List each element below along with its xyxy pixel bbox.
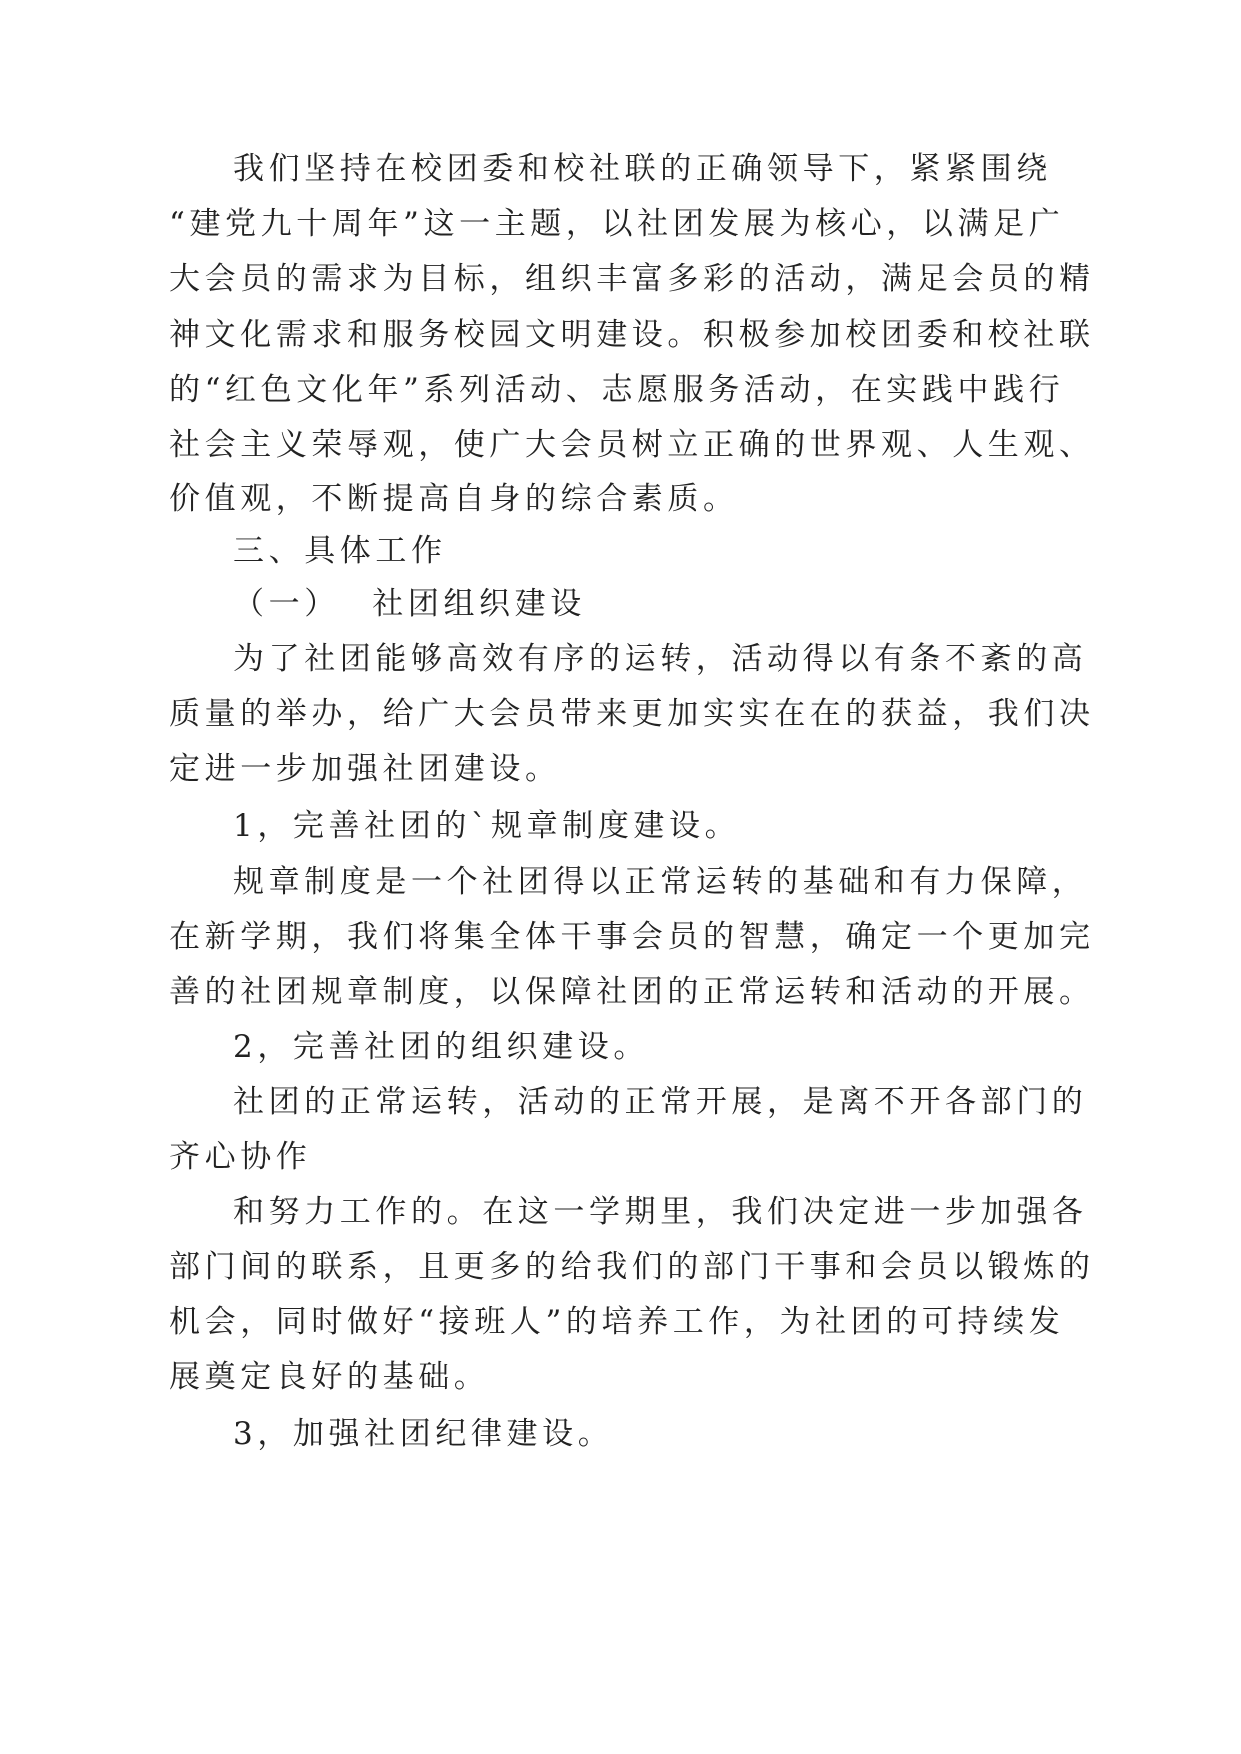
paragraph-line: 展奠定良好的基础。 <box>169 1359 490 1395</box>
paragraph-line: 大会员的需求为目标，组织丰富多彩的活动，满足会员的精 <box>169 261 1095 297</box>
section-heading: 三、具体工作 <box>233 533 447 569</box>
paragraph-line: 的“红色文化年”系列活动、志愿服务活动，在实践中践行 <box>169 372 1065 408</box>
paragraph-line: 社团的正常运转，活动的正常开展，是离不开各部门的 <box>233 1084 1088 1120</box>
paragraph-line: “建党九十周年”这一主题，以社团发展为核心，以满足广 <box>169 206 1065 242</box>
paragraph-line: 部门间的联系，且更多的给我们的部门干事和会员以锻炼的 <box>169 1249 1095 1285</box>
paragraph-line: 神文化需求和服务校园文明建设。积极参加校团委和校社联 <box>169 317 1095 353</box>
list-item-heading: 1，完善社团的`规章制度建设。 <box>233 808 741 844</box>
paragraph-line: 社会主义荣辱观，使广大会员树立正确的世界观、人生观、 <box>169 427 1095 463</box>
paragraph-line: 质量的举办，给广大会员带来更加实实在在的获益，我们决 <box>169 696 1095 732</box>
paragraph-line: 定进一步加强社团建设。 <box>169 751 561 787</box>
paragraph-line: 在新学期，我们将集全体干事会员的智慧，确定一个更加完 <box>169 919 1095 955</box>
list-item-heading: 3，加强社团纪律建设。 <box>233 1416 614 1452</box>
subsection-heading: （一） 社团组织建设 <box>233 586 586 622</box>
paragraph-line: 善的社团规章制度，以保障社团的正常运转和活动的开展。 <box>169 974 1095 1010</box>
paragraph-line: 价值观，不断提高自身的综合素质。 <box>169 481 739 517</box>
paragraph-line: 为了社团能够高效有序的运转，活动得以有条不紊的高 <box>233 641 1088 677</box>
paragraph-line: 规章制度是一个社团得以正常运转的基础和有力保障， <box>233 864 1088 900</box>
paragraph-line: 机会，同时做好“接班人”的培养工作，为社团的可持续发 <box>169 1304 1065 1340</box>
paragraph-line: 和努力工作的。在这一学期里，我们决定进一步加强各 <box>233 1194 1088 1230</box>
list-item-heading: 2，完善社团的组织建设。 <box>233 1029 649 1065</box>
paragraph-line: 齐心协作 <box>169 1139 312 1175</box>
paragraph-line: 我们坚持在校团委和校社联的正确领导下，紧紧围绕 <box>233 151 1052 187</box>
